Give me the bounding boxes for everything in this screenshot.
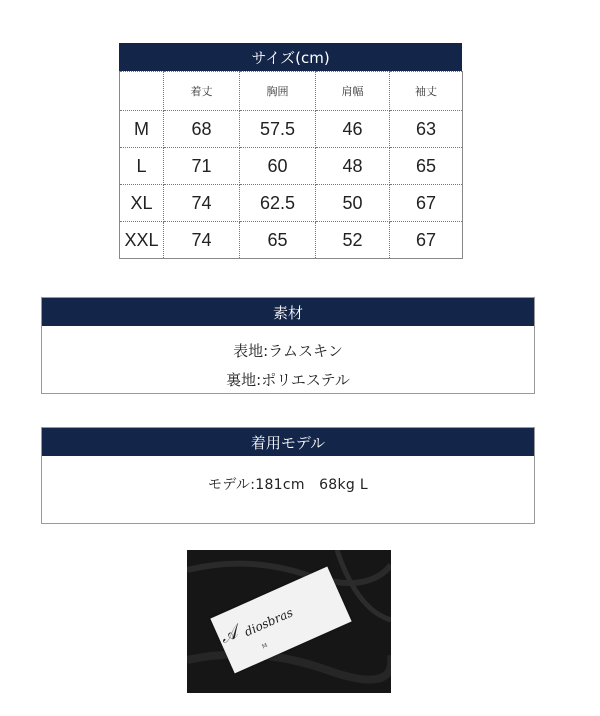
brand-name: diosbras [242,605,296,640]
header-cell-shoulder: 肩幅 [316,72,390,111]
model-title: 着用モデル [42,428,534,456]
table-cell: 50 [316,185,390,222]
header-cell-length: 着丈 [164,72,240,111]
brand-label-photo [187,550,391,693]
table-row [120,222,463,259]
table-cell: 65 [390,148,463,185]
table-cell: 74 [164,222,240,259]
table-row [120,111,463,148]
table-cell: 60 [240,148,316,185]
table-cell: 68 [164,111,240,148]
size-label: L [120,148,164,185]
header-cell-sleeve: 袖丈 [390,72,463,111]
table-cell: 52 [316,222,390,259]
material-title: 素材 [42,298,534,326]
table-cell: 46 [316,111,390,148]
size-table-section [119,43,462,259]
table-row [120,148,463,185]
table-cell: 65 [240,222,316,259]
brand-logo-icon: 𝒜 [217,621,242,648]
header-cell [120,72,164,111]
lining-material: 裏地:ポリエステル [226,371,350,389]
size-label: M [120,111,164,148]
table-cell: 67 [390,185,463,222]
material-panel [41,297,535,394]
table-cell: 62.5 [240,185,316,222]
table-cell: 57.5 [240,111,316,148]
label-size: M [261,642,269,651]
size-table [119,71,463,259]
table-cell: 48 [316,148,390,185]
table-row [120,185,463,222]
table-cell: 67 [390,222,463,259]
table-cell: 71 [164,148,240,185]
size-table-title: サイズ(cm) [119,43,462,71]
table-cell: 74 [164,185,240,222]
model-info: モデル:181cm 68kg L [208,477,368,493]
size-label: XXL [120,222,164,259]
table-cell: 63 [390,111,463,148]
size-table-header-row [120,72,463,111]
material-body [42,326,534,395]
header-cell-chest: 胸囲 [240,72,316,111]
outer-material: 表地:ラムスキン [233,342,343,360]
model-panel [41,427,535,524]
size-label: XL [120,185,164,222]
